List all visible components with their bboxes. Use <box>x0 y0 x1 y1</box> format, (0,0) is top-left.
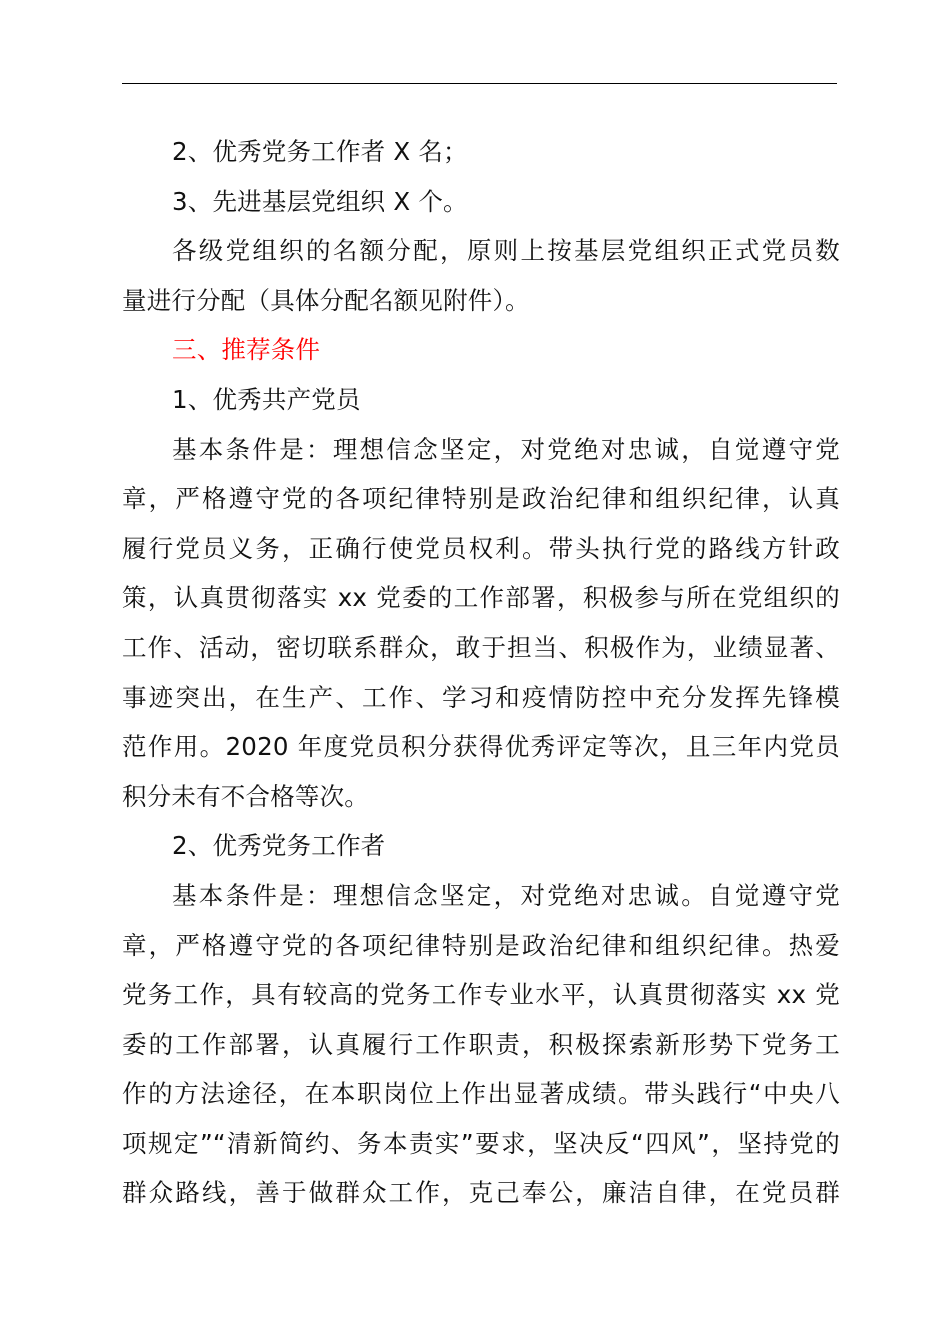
text-line: 量进行分配（具体分配名额见附件）。 <box>122 285 530 315</box>
text-line: 积分未有不合格等次。 <box>122 781 369 811</box>
subsection-heading: 1、优秀共产党员 <box>172 384 361 414</box>
text-line: 策，认真贯彻落实 xx 党委的工作部署，积极参与所在党组织的 <box>122 583 840 613</box>
text-line: 履行党员义务，正确行使党员权利。带头执行党的路线方针政 <box>122 533 840 563</box>
text-line: 党务工作，具有较高的党务工作专业水平，认真贯彻落实 xx 党 <box>122 980 840 1010</box>
text-line: 基本条件是：理想信念坚定，对党绝对忠诚，自觉遵守党 <box>172 434 840 464</box>
header-rule <box>122 83 837 84</box>
subsection-heading: 2、优秀党务工作者 <box>172 831 386 861</box>
text-line: 委的工作部署，认真履行工作职责，积极探索新形势下党务工 <box>122 1029 840 1059</box>
text-line: 作的方法途径，在本职岗位上作出显著成绩。带头践行“中央八 <box>122 1079 840 1109</box>
section-heading: 三、推荐条件 <box>172 335 321 365</box>
text-line: 3、先进基层党组织 X 个。 <box>172 186 468 216</box>
text-line: 章，严格遵守党的各项纪律特别是政治纪律和组织纪律。热爱 <box>122 930 840 960</box>
text-line: 工作、活动，密切联系群众，敢于担当、积极作为，业绩显著、 <box>122 632 840 662</box>
text-line: 基本条件是：理想信念坚定，对党绝对忠诚。自觉遵守党 <box>172 880 840 910</box>
text-line: 项规定”“清新简约、务本责实”要求，坚决反“四风”，坚持党的 <box>122 1128 840 1158</box>
document-body <box>122 127 840 1218</box>
text-line: 范作用。2020 年度党员积分获得优秀评定等次，且三年内党员 <box>122 732 840 762</box>
text-line: 事迹突出，在生产、工作、学习和疫情防控中充分发挥先锋模 <box>122 682 840 712</box>
text-line: 章，严格遵守党的各项纪律特别是政治纪律和组织纪律，认真 <box>122 484 840 514</box>
text-line: 各级党组织的名额分配，原则上按基层党组织正式党员数 <box>172 236 840 266</box>
text-line: 群众路线，善于做群众工作，克己奉公，廉洁自律，在党员群 <box>122 1178 840 1208</box>
text-line: 2、优秀党务工作者 X 名； <box>172 137 468 166</box>
